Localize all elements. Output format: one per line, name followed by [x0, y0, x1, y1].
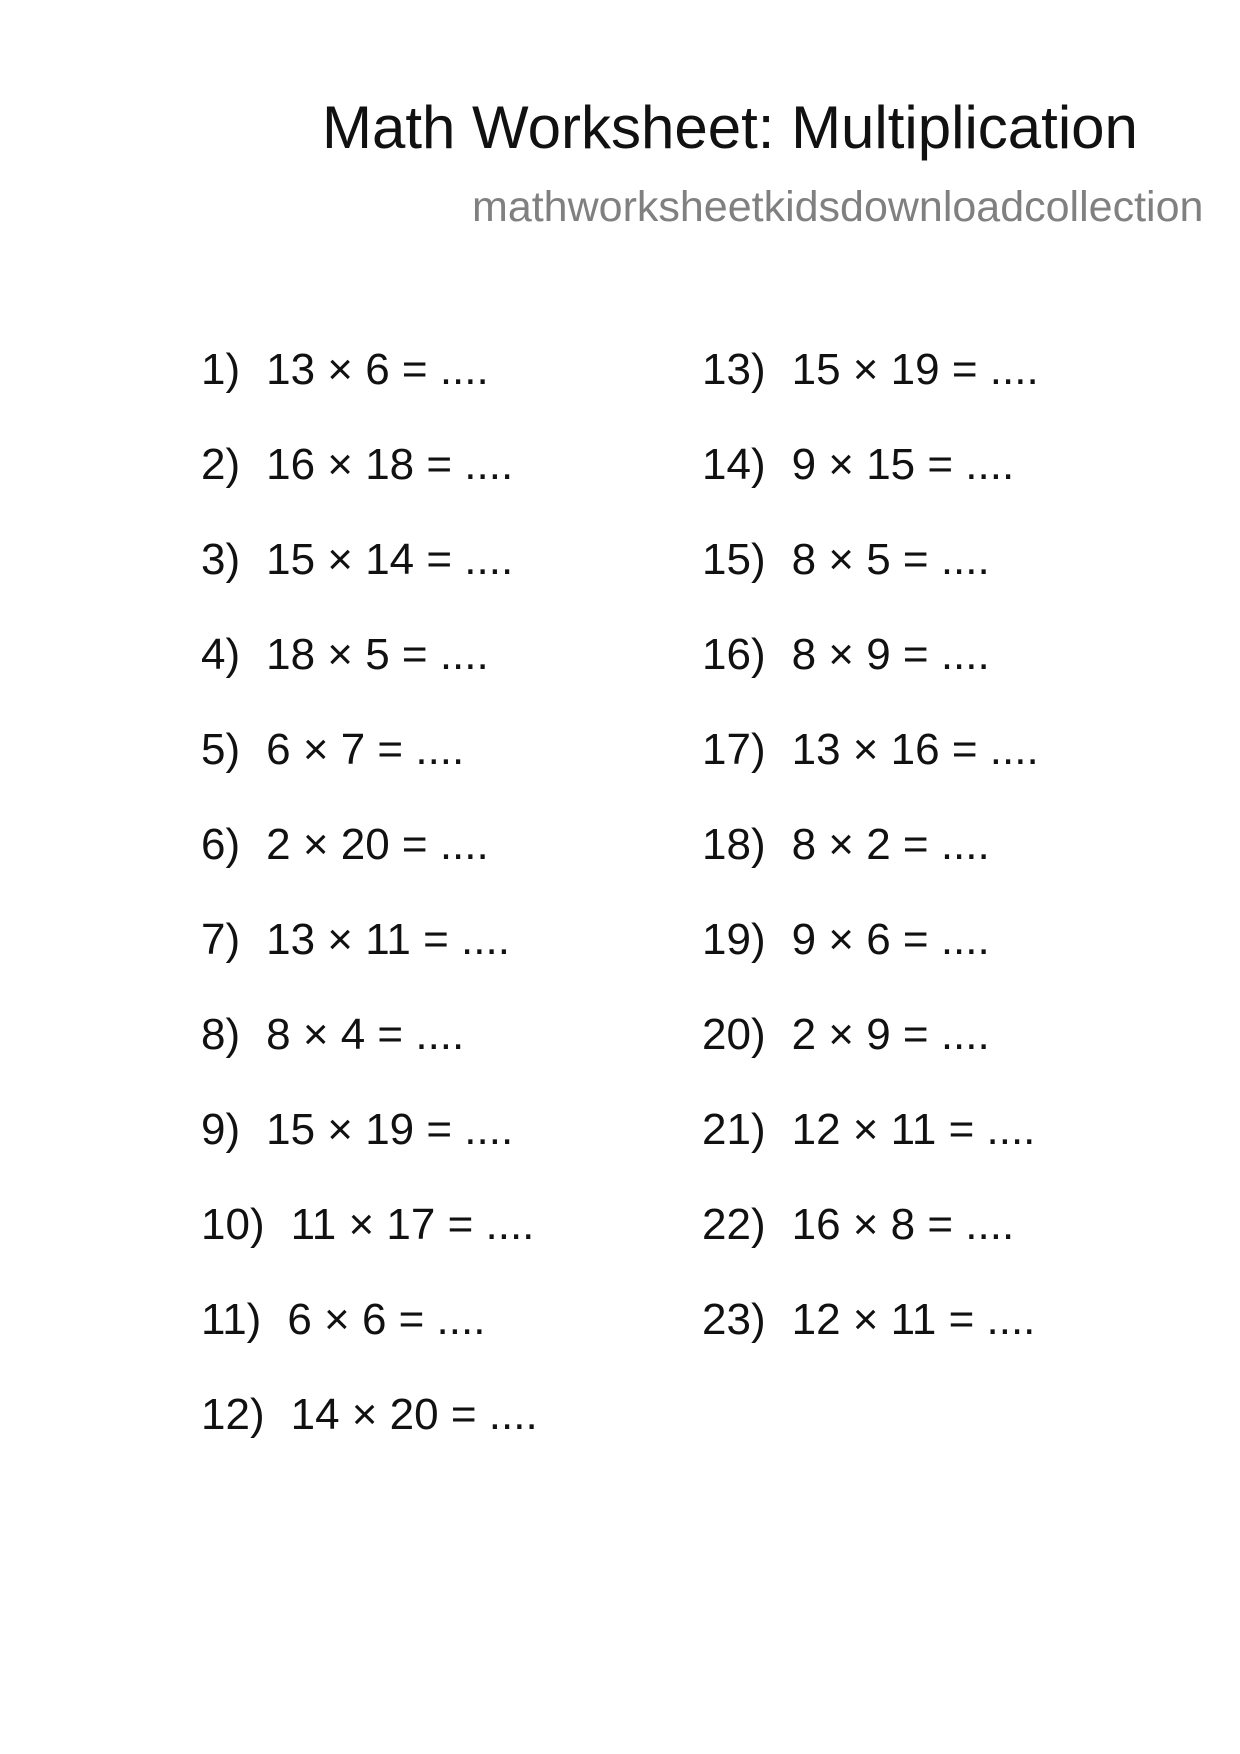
- problem-expression: 14 × 20 = ....: [290, 1390, 538, 1439]
- problem-number: 13): [702, 345, 766, 394]
- problem-item: [201, 725, 465, 774]
- problem-expression: 18 × 5 = ....: [266, 630, 489, 679]
- problem-item: [201, 820, 489, 869]
- problem-item: [702, 1200, 1015, 1249]
- problem-item: [201, 630, 489, 679]
- problem-expression: 9 × 6 = ....: [791, 915, 990, 964]
- problem-number: 20): [702, 1010, 766, 1059]
- problem-number: 8): [201, 1010, 241, 1059]
- problem-item: [702, 630, 990, 679]
- problem-item: [201, 1105, 514, 1154]
- problem-expression: 8 × 5 = ....: [791, 535, 990, 584]
- problem-item: [201, 915, 510, 964]
- problem-item: [702, 345, 1039, 394]
- worksheet-title: Math Worksheet: Multiplication: [322, 94, 1138, 161]
- problem-number: 6): [201, 820, 241, 869]
- problem-expression: 2 × 20 = ....: [266, 820, 489, 869]
- problem-number: 12): [201, 1390, 265, 1439]
- problem-number: 2): [201, 440, 241, 489]
- problem-number: 7): [201, 915, 241, 964]
- problem-number: 23): [702, 1295, 766, 1344]
- problem-expression: 15 × 19 = ....: [266, 1105, 514, 1154]
- problem-number: 14): [702, 440, 766, 489]
- problem-item: [201, 1010, 465, 1059]
- problem-number: 19): [702, 915, 766, 964]
- problem-number: 22): [702, 1200, 766, 1249]
- problem-item: [702, 725, 1039, 774]
- problem-item: [702, 1295, 1036, 1344]
- problem-number: 3): [201, 535, 241, 584]
- problem-item: [201, 1200, 535, 1249]
- problem-expression: 8 × 2 = ....: [791, 820, 990, 869]
- problem-number: 11): [201, 1295, 262, 1344]
- problem-item: [702, 820, 990, 869]
- problem-expression: 13 × 6 = ....: [266, 345, 489, 394]
- problem-expression: 13 × 11 = ....: [266, 915, 510, 964]
- problem-number: 4): [201, 630, 241, 679]
- problem-number: 18): [702, 820, 766, 869]
- problem-number: 9): [201, 1105, 241, 1154]
- problem-item: [702, 1105, 1036, 1154]
- problem-item: [702, 915, 990, 964]
- problem-item: [201, 1295, 486, 1344]
- problem-expression: 16 × 8 = ....: [791, 1200, 1015, 1249]
- problem-expression: 6 × 6 = ....: [287, 1295, 486, 1344]
- problem-expression: 13 × 16 = ....: [791, 725, 1039, 774]
- problem-expression: 15 × 14 = ....: [266, 535, 514, 584]
- problem-expression: 6 × 7 = ....: [266, 725, 465, 774]
- problem-expression: 12 × 11 = ....: [791, 1105, 1036, 1154]
- problem-number: 17): [702, 725, 766, 774]
- problem-item: [702, 535, 990, 584]
- problem-number: 1): [201, 345, 241, 394]
- problem-number: 16): [702, 630, 766, 679]
- problem-expression: 2 × 9 = ....: [791, 1010, 990, 1059]
- problem-item: [702, 440, 1015, 489]
- problem-number: 10): [201, 1200, 265, 1249]
- problem-item: [201, 1390, 538, 1439]
- worksheet-source: mathworksheetkidsdownloadcollection: [472, 183, 1204, 231]
- problem-expression: 11 × 17 = ....: [290, 1200, 535, 1249]
- problem-item: [201, 345, 489, 394]
- problem-expression: 16 × 18 = ....: [266, 440, 514, 489]
- problem-item: [201, 535, 514, 584]
- problem-number: 21): [702, 1105, 766, 1154]
- problem-number: 15): [702, 535, 766, 584]
- problem-item: [702, 1010, 990, 1059]
- problem-number: 5): [201, 725, 241, 774]
- problem-expression: 12 × 11 = ....: [791, 1295, 1036, 1344]
- problem-expression: 15 × 19 = ....: [791, 345, 1039, 394]
- problem-expression: 8 × 4 = ....: [266, 1010, 465, 1059]
- problem-expression: 9 × 15 = ....: [791, 440, 1015, 489]
- problem-expression: 8 × 9 = ....: [791, 630, 990, 679]
- problem-item: [201, 440, 514, 489]
